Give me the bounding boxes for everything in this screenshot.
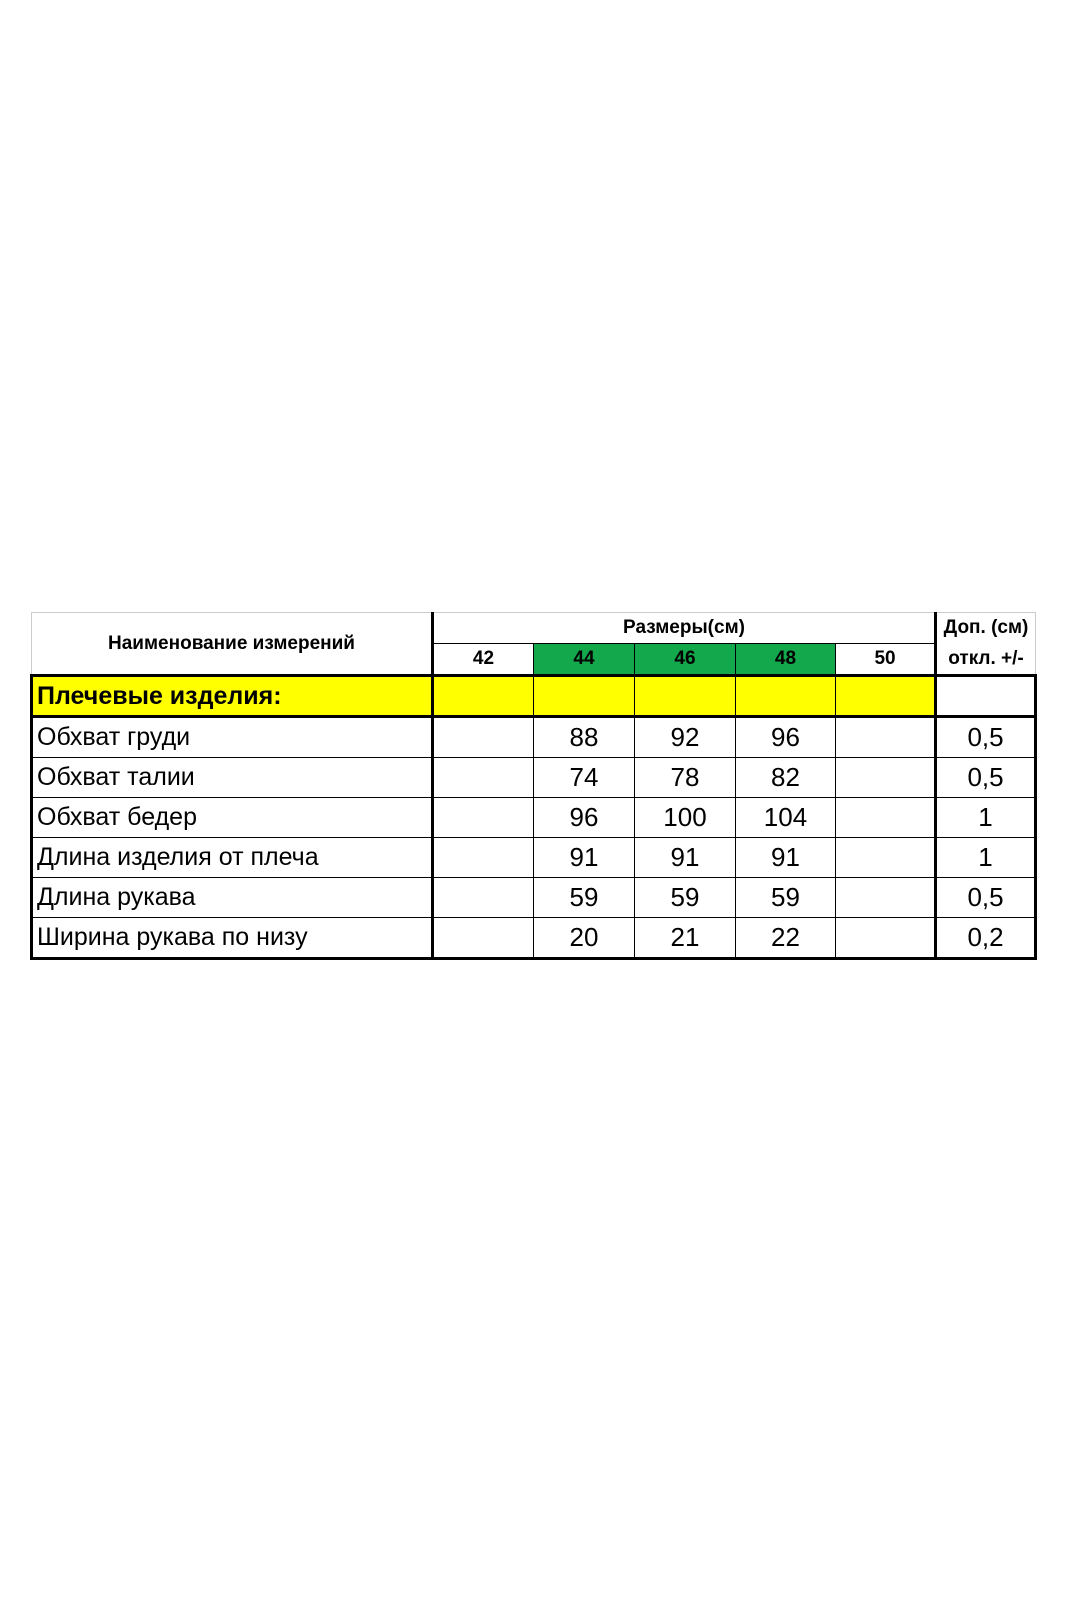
table-row	[32, 798, 1036, 838]
table-row	[32, 918, 1036, 959]
cell-size-48: 22	[736, 918, 836, 959]
cell-size-50	[836, 758, 936, 798]
cell-size-44: 96	[534, 798, 635, 838]
cell-size-44: 91	[534, 838, 635, 878]
section-cell	[534, 676, 635, 717]
row-label: Обхват талии	[32, 758, 433, 798]
cell-tolerance: 1	[936, 798, 1036, 838]
row-label: Длина рукава	[32, 878, 433, 918]
cell-size-46: 91	[635, 838, 736, 878]
cell-size-50	[836, 717, 936, 758]
cell-size-46: 59	[635, 878, 736, 918]
section-row	[32, 676, 1036, 717]
cell-size-42	[433, 878, 534, 918]
cell-size-50	[836, 798, 936, 838]
cell-tolerance: 0,5	[936, 878, 1036, 918]
cell-size-46: 21	[635, 918, 736, 959]
cell-size-48: 96	[736, 717, 836, 758]
cell-size-48: 82	[736, 758, 836, 798]
sizes-header: Размеры(см)	[433, 613, 936, 644]
cell-size-48: 59	[736, 878, 836, 918]
size-header-50: 50	[836, 644, 936, 676]
size-header-46: 46	[635, 644, 736, 676]
measurement-name-header: Наименование измерений	[32, 613, 433, 676]
size-header-44: 44	[534, 644, 635, 676]
row-label: Обхват груди	[32, 717, 433, 758]
cell-size-46: 92	[635, 717, 736, 758]
row-label: Длина изделия от плеча	[32, 838, 433, 878]
cell-size-46: 78	[635, 758, 736, 798]
cell-size-42	[433, 798, 534, 838]
cell-tolerance: 0,2	[936, 918, 1036, 959]
cell-size-42	[433, 717, 534, 758]
section-title: Плечевые изделия:	[32, 676, 433, 717]
size-header-42: 42	[433, 644, 534, 676]
table-row	[32, 717, 1036, 758]
cell-size-50	[836, 838, 936, 878]
cell-size-42	[433, 838, 534, 878]
cell-size-48: 104	[736, 798, 836, 838]
cell-size-44: 20	[534, 918, 635, 959]
row-label: Ширина рукава по низу	[32, 918, 433, 959]
cell-size-44: 59	[534, 878, 635, 918]
cell-size-42	[433, 758, 534, 798]
size-chart-table	[30, 612, 1037, 960]
table-row	[32, 758, 1036, 798]
section-cell	[836, 676, 936, 717]
cell-size-50	[836, 878, 936, 918]
section-tolerance-cell	[936, 676, 1036, 717]
cell-size-50	[836, 918, 936, 959]
row-label: Обхват бедер	[32, 798, 433, 838]
size-header-48: 48	[736, 644, 836, 676]
cell-size-44: 74	[534, 758, 635, 798]
cell-size-42	[433, 918, 534, 959]
section-cell	[635, 676, 736, 717]
tolerance-header-line1: Доп. (см)	[936, 613, 1036, 644]
cell-size-46: 100	[635, 798, 736, 838]
cell-size-48: 91	[736, 838, 836, 878]
cell-tolerance: 0,5	[936, 758, 1036, 798]
section-cell	[433, 676, 534, 717]
section-cell	[736, 676, 836, 717]
cell-tolerance: 1	[936, 838, 1036, 878]
cell-size-44: 88	[534, 717, 635, 758]
cell-tolerance: 0,5	[936, 717, 1036, 758]
table-row	[32, 878, 1036, 918]
tolerance-header-line2: откл. +/-	[936, 644, 1036, 676]
table-row	[32, 838, 1036, 878]
